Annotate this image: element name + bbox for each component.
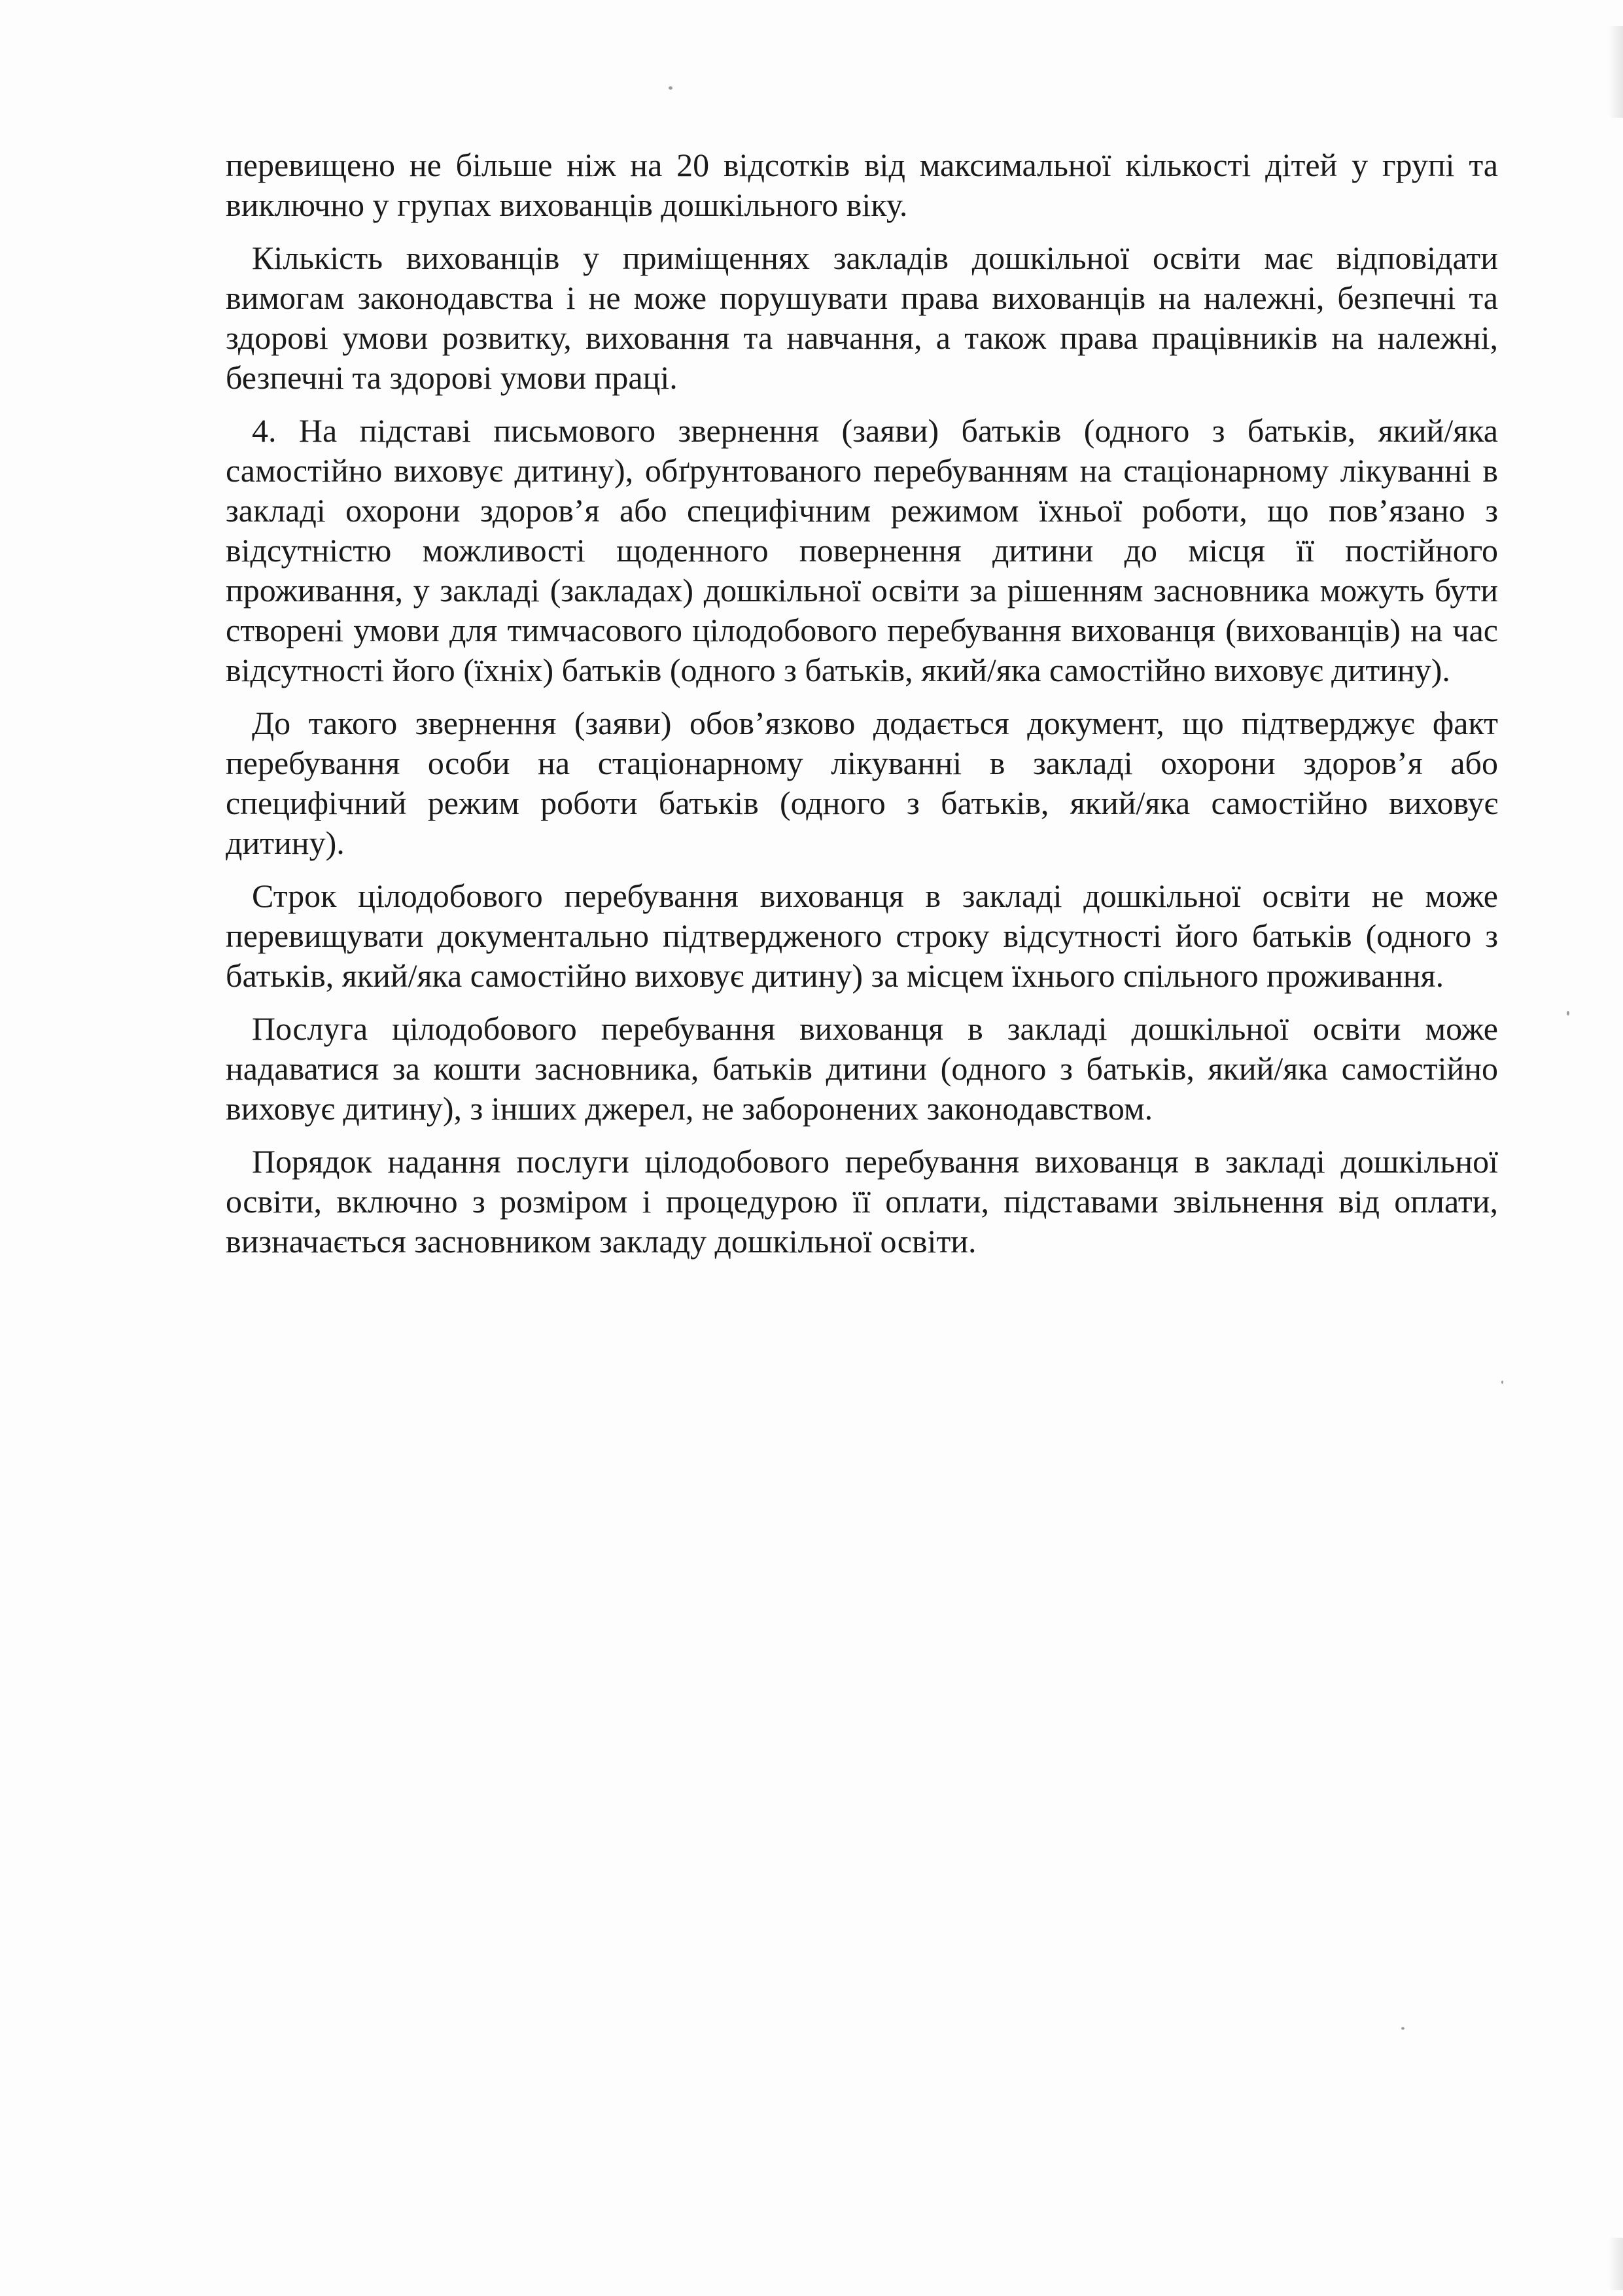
- scan-speck: [669, 86, 672, 90]
- scan-edge-shadow: [1609, 26, 1623, 118]
- paragraph-supporting-document: До такого звернення (заяви) обов’язково додається документ, що підтверджує факт перебування особи на стаціонарному лікуванні в закладі охорони здоров’я або специфічний режим роботи батьків (одного з батьків, який/яка самостійно виховує дитину).: [226, 705, 1498, 861]
- paragraph-service-funding: Послуга цілодобового перебування вихованця в закладі дошкільної освіти може надаватися за кошти засновника, батьків дитини (одного з батьків, який/яка самостійно виховує дитину), з інших джерел, не заборонених законодавством.: [226, 1010, 1498, 1127]
- paragraph-clause-4: 4. На підставі письмового звернення (заяви) батьків (одного з батьків, який/яка самостійно виховує дитину), обґрунтованого перебуванням на стаціонарному лікуванні в закладі охорони здоров’я або специфічним режимом їхньої роботи, що пов’язано з відсутністю можливості щоденного повернення дитини до місця її постійного проживання, у закладі (закладах) дошкільної освіти за рішенням засновника можуть бути створені умови для тимчасового цілодобового перебування вихованця (вихованців) на час відсутності його (їхніх) батьків (одного з батьків, який/яка самостійно виховує дитину).: [226, 412, 1498, 688]
- scan-speck: [1401, 2027, 1405, 2030]
- scan-speck: [1567, 1011, 1569, 1016]
- paragraph-continuation: перевищено не більше ніж на 20 відсотків від максимальної кількості дітей у групі та виключно у групах вихованців дошкільного віку.: [226, 147, 1498, 223]
- paragraph-stay-duration: Строк цілодобового перебування вихованця в закладі дошкільної освіти не може перевищувати документально підтвердженого строку відсутності його батьків (одного з батьків, який/яка самостійно виховує дитину) за місцем їхнього спільного проживання.: [226, 877, 1498, 994]
- document-body: [226, 145, 1498, 1275]
- scan-edge-shadow: [1609, 2238, 1623, 2290]
- paragraph-pupil-capacity: Кількість вихованців у приміщеннях закладів дошкільної освіти має відповідати вимогам законодавства і не може порушувати права вихованців на належні, безпечні та здорові умови розвитку, виховання та навчання, а також права працівників на належні, безпечні та здорові умови праці.: [226, 239, 1498, 396]
- paragraph-service-procedure: Порядок надання послуги цілодобового перебування вихованця в закладі дошкільної освіти, включно з розміром і процедурою її оплати, підставами звільнення від оплати, визначається засновником закладу дошкільної освіти.: [226, 1143, 1498, 1260]
- scan-speck: [1501, 1381, 1503, 1384]
